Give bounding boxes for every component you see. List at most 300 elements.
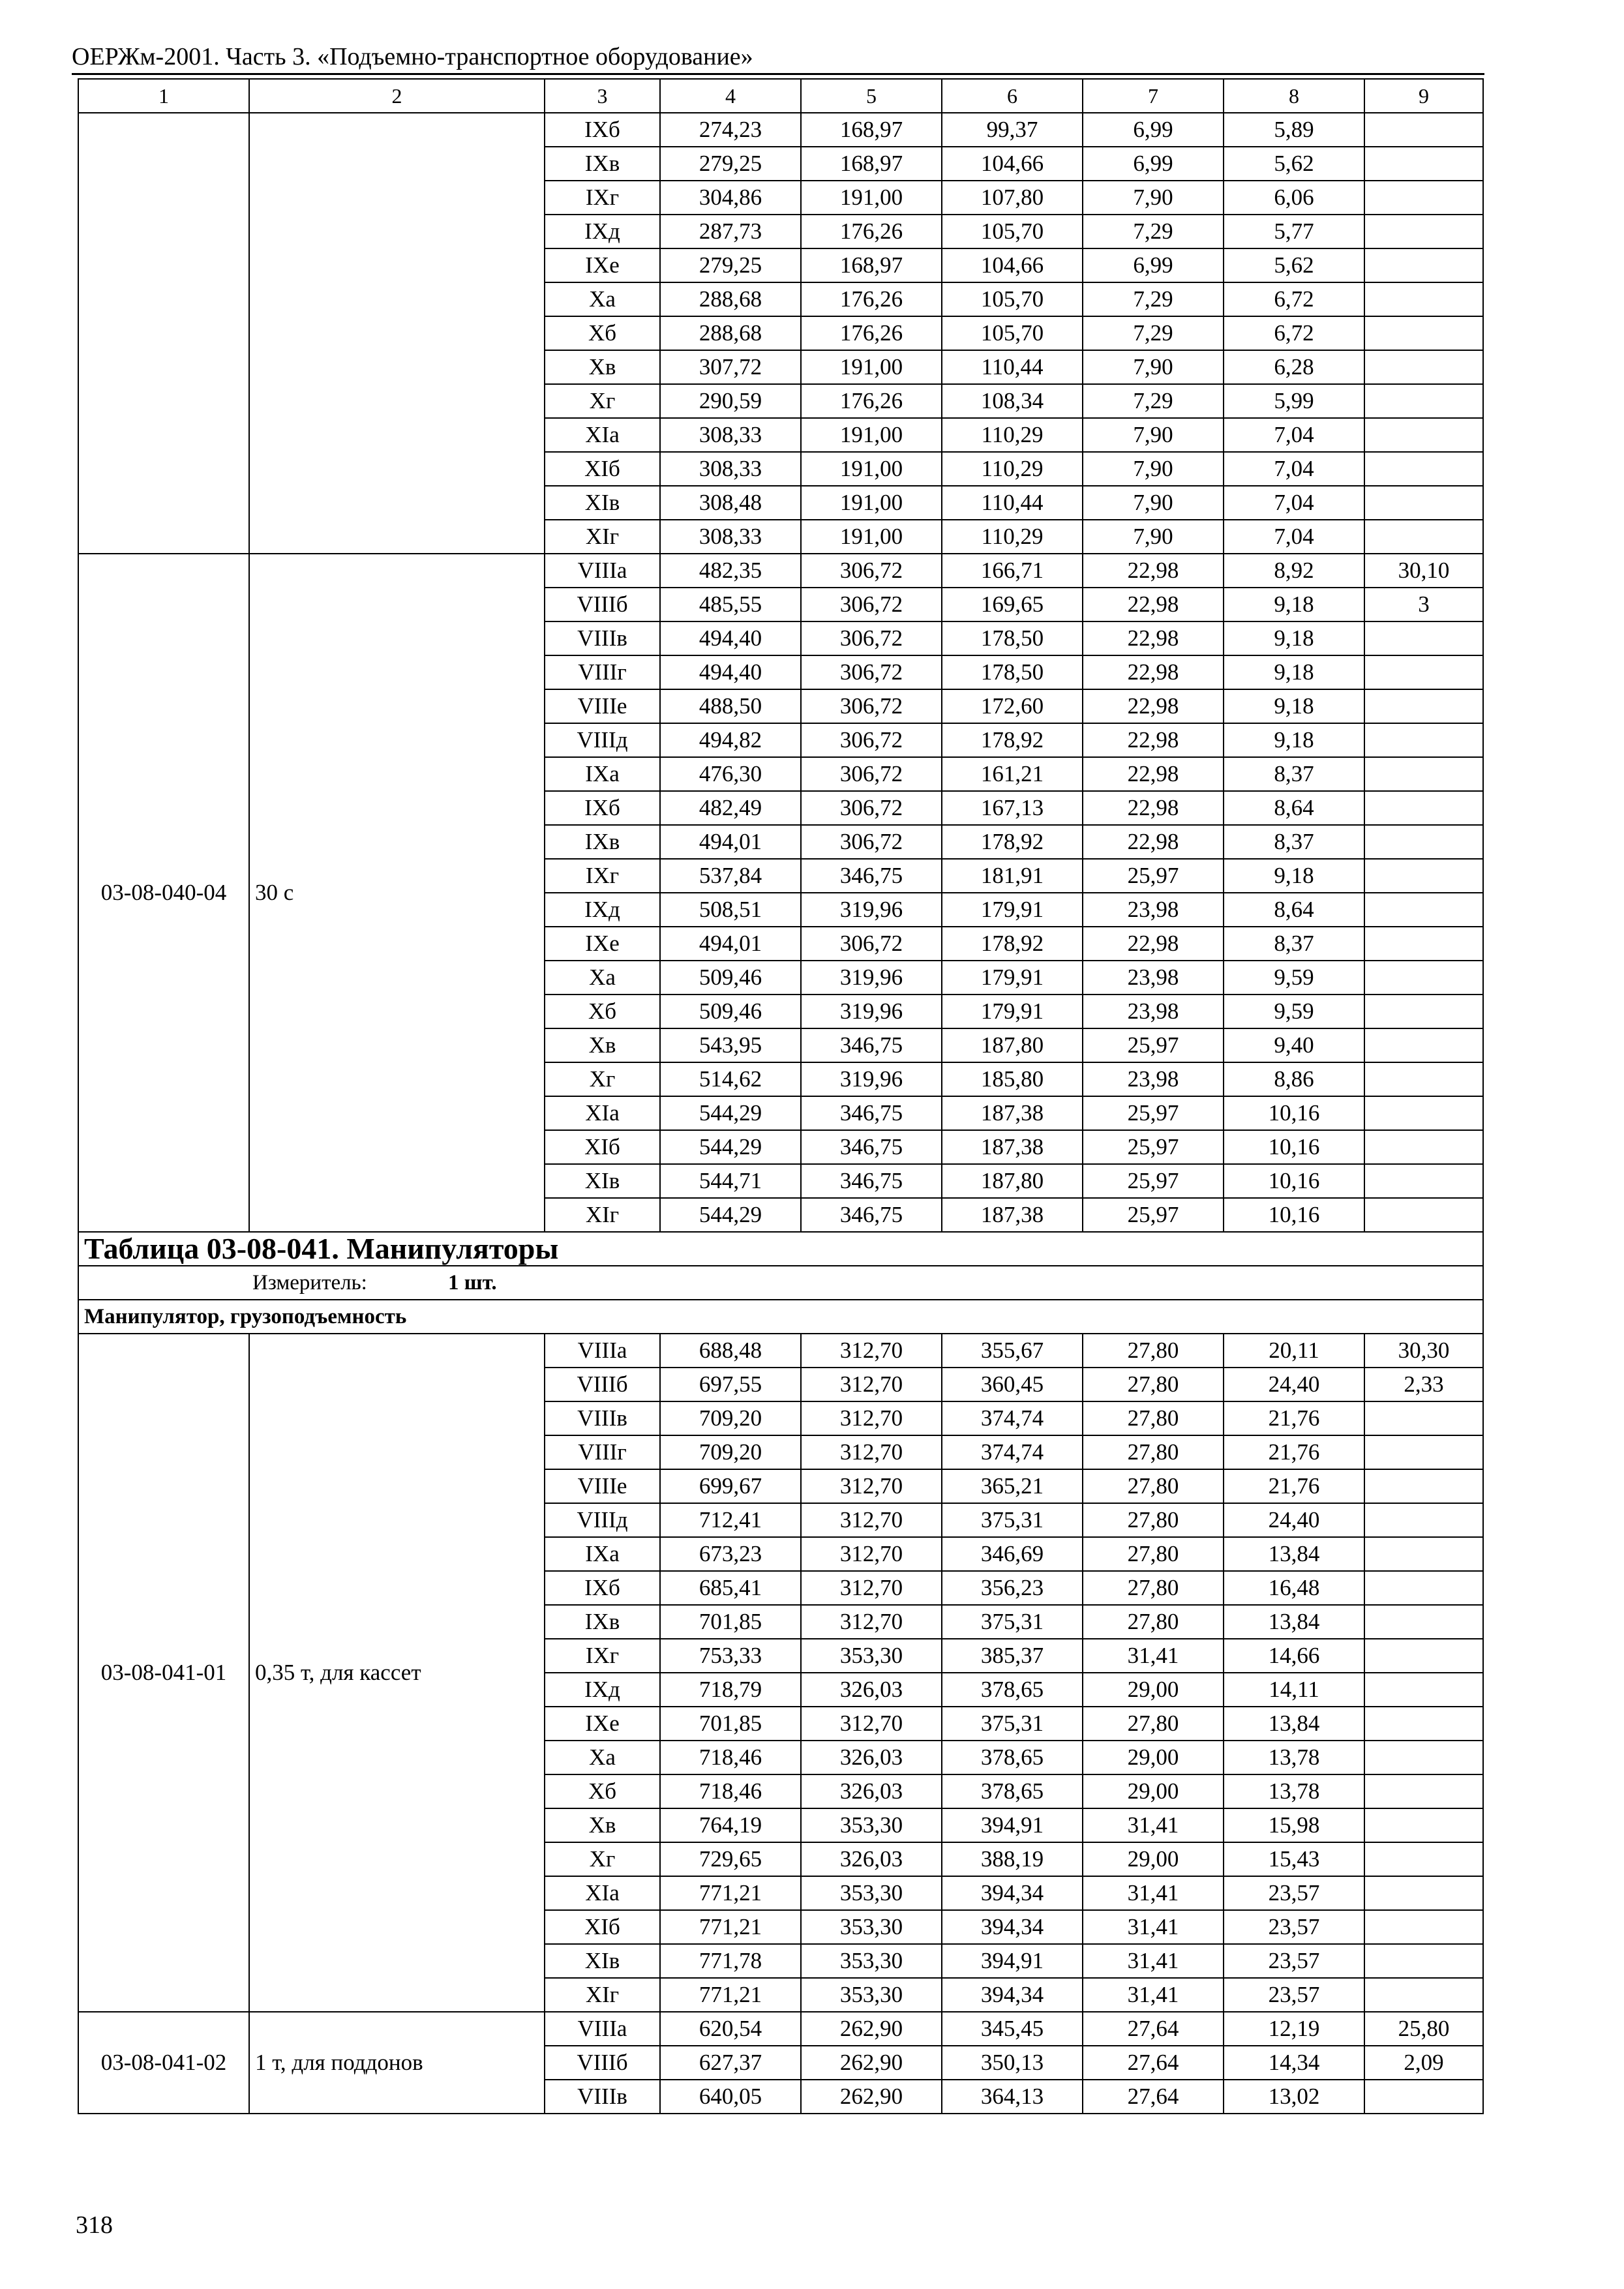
zone-code: IXе [545, 927, 660, 961]
labor-hours: 30,10 [1364, 554, 1483, 588]
operator-wage: 31,41 [1083, 1978, 1224, 2012]
zone-code: IXе [545, 1707, 660, 1741]
materials-cost: 6,72 [1224, 316, 1364, 350]
labor-hours: 25,80 [1364, 2012, 1483, 2046]
machine-cost: 374,74 [942, 1435, 1083, 1469]
labor-hours [1364, 1435, 1483, 1469]
labor-cost: 353,30 [801, 1944, 942, 1978]
materials-cost: 7,04 [1224, 452, 1364, 486]
operator-wage: 23,98 [1083, 961, 1224, 995]
operator-wage: 27,80 [1083, 1537, 1224, 1571]
total-cost: 308,33 [660, 452, 801, 486]
unit-row [78, 1266, 1483, 1300]
labor-cost: 319,96 [801, 961, 942, 995]
materials-cost: 24,40 [1224, 1368, 1364, 1401]
labor-hours [1364, 418, 1483, 452]
labor-cost: 262,90 [801, 2080, 942, 2114]
total-cost: 620,54 [660, 2012, 801, 2046]
materials-cost: 21,76 [1224, 1435, 1364, 1469]
total-cost: 729,65 [660, 1842, 801, 1876]
operator-wage: 7,90 [1083, 350, 1224, 384]
labor-cost: 168,97 [801, 147, 942, 181]
machine-cost: 345,45 [942, 2012, 1083, 2046]
machine-cost: 187,38 [942, 1130, 1083, 1164]
operator-wage: 25,97 [1083, 1198, 1224, 1232]
materials-cost: 8,92 [1224, 554, 1364, 588]
total-cost: 688,48 [660, 1334, 801, 1368]
zone-code: IXа [545, 1537, 660, 1571]
machine-cost: 394,91 [942, 1944, 1083, 1978]
zone-code: XIа [545, 1096, 660, 1130]
zone-code: VIIIв [545, 2080, 660, 2114]
labor-hours [1364, 520, 1483, 554]
labor-hours [1364, 1028, 1483, 1062]
machine-cost: 105,70 [942, 316, 1083, 350]
operator-wage: 31,41 [1083, 1944, 1224, 1978]
labor-hours [1364, 1808, 1483, 1842]
materials-cost: 14,34 [1224, 2046, 1364, 2080]
total-cost: 640,05 [660, 2080, 801, 2114]
operator-wage: 31,41 [1083, 1639, 1224, 1673]
zone-code: Xа [545, 282, 660, 316]
labor-hours [1364, 1842, 1483, 1876]
column-number-row [78, 79, 1483, 113]
machine-cost: 179,91 [942, 995, 1083, 1028]
materials-cost: 23,57 [1224, 1910, 1364, 1944]
operator-wage: 22,98 [1083, 655, 1224, 689]
operator-wage: 22,98 [1083, 723, 1224, 757]
labor-cost: 319,96 [801, 893, 942, 927]
labor-cost: 353,30 [801, 1876, 942, 1910]
materials-cost: 15,43 [1224, 1842, 1364, 1876]
total-cost: 771,21 [660, 1910, 801, 1944]
table-row [78, 113, 1483, 147]
zone-code: IXд [545, 215, 660, 248]
zone-code: IXг [545, 1639, 660, 1673]
operator-wage: 22,98 [1083, 757, 1224, 791]
zone-code: Xб [545, 316, 660, 350]
labor-hours [1364, 181, 1483, 215]
machine-cost: 346,69 [942, 1537, 1083, 1571]
materials-cost: 6,72 [1224, 282, 1364, 316]
unit-value: 1 шт. [448, 1271, 497, 1294]
operator-wage: 31,41 [1083, 1910, 1224, 1944]
labor-hours [1364, 113, 1483, 147]
machine-cost: 360,45 [942, 1368, 1083, 1401]
unit-label: Измеритель: [252, 1271, 367, 1294]
column-number: 1 [78, 79, 249, 113]
machine-cost: 375,31 [942, 1503, 1083, 1537]
operator-wage: 23,98 [1083, 1062, 1224, 1096]
operator-wage: 27,80 [1083, 1503, 1224, 1537]
materials-cost: 8,37 [1224, 825, 1364, 859]
zone-code: XIв [545, 1944, 660, 1978]
labor-hours [1364, 1503, 1483, 1537]
materials-cost: 10,16 [1224, 1096, 1364, 1130]
labor-cost: 346,75 [801, 1198, 942, 1232]
labor-hours [1364, 147, 1483, 181]
labor-cost: 168,97 [801, 248, 942, 282]
machine-cost: 161,21 [942, 757, 1083, 791]
operator-wage: 7,90 [1083, 520, 1224, 554]
operator-wage: 22,98 [1083, 588, 1224, 621]
column-number: 5 [801, 79, 942, 113]
total-cost: 685,41 [660, 1571, 801, 1605]
machine-cost: 181,91 [942, 859, 1083, 893]
machine-cost: 187,38 [942, 1198, 1083, 1232]
zone-code: IXб [545, 1571, 660, 1605]
machine-cost: 375,31 [942, 1707, 1083, 1741]
operator-wage: 22,98 [1083, 791, 1224, 825]
total-cost: 544,29 [660, 1198, 801, 1232]
machine-cost: 187,80 [942, 1028, 1083, 1062]
zone-code: XIг [545, 520, 660, 554]
machine-cost: 378,65 [942, 1673, 1083, 1707]
machine-cost: 364,13 [942, 2080, 1083, 2114]
machine-cost: 110,29 [942, 452, 1083, 486]
zone-code: VIIIб [545, 2046, 660, 2080]
labor-cost: 312,70 [801, 1503, 942, 1537]
operator-wage: 29,00 [1083, 1842, 1224, 1876]
machine-cost: 172,60 [942, 689, 1083, 723]
operator-wage: 22,98 [1083, 927, 1224, 961]
materials-cost: 13,78 [1224, 1741, 1364, 1774]
zone-code: IXд [545, 1673, 660, 1707]
machine-cost: 187,80 [942, 1164, 1083, 1198]
total-cost: 304,86 [660, 181, 801, 215]
rates-table [78, 78, 1484, 2114]
operator-wage: 27,80 [1083, 1334, 1224, 1368]
zone-code: VIIIа [545, 2012, 660, 2046]
labor-cost: 306,72 [801, 825, 942, 859]
materials-cost: 20,11 [1224, 1334, 1364, 1368]
operator-wage: 7,29 [1083, 282, 1224, 316]
labor-hours [1364, 1673, 1483, 1707]
labor-cost: 176,26 [801, 282, 942, 316]
machine-cost: 105,70 [942, 282, 1083, 316]
materials-cost: 12,19 [1224, 2012, 1364, 2046]
labor-hours [1364, 1096, 1483, 1130]
rate-name: 0,35 т, для кассет [249, 1334, 545, 2012]
zone-code: XIв [545, 486, 660, 520]
table-row [78, 2012, 1483, 2046]
labor-hours [1364, 1605, 1483, 1639]
zone-code: IXе [545, 248, 660, 282]
unit-cell [78, 1266, 1483, 1300]
table-row [78, 554, 1483, 588]
labor-hours [1364, 384, 1483, 418]
total-cost: 771,21 [660, 1978, 801, 2012]
materials-cost: 9,18 [1224, 723, 1364, 757]
zone-code: Xв [545, 1028, 660, 1062]
labor-hours [1364, 486, 1483, 520]
total-cost: 544,29 [660, 1096, 801, 1130]
total-cost: 308,33 [660, 418, 801, 452]
materials-cost: 9,40 [1224, 1028, 1364, 1062]
labor-hours [1364, 791, 1483, 825]
labor-cost: 306,72 [801, 757, 942, 791]
machine-cost: 185,80 [942, 1062, 1083, 1096]
labor-hours [1364, 1469, 1483, 1503]
total-cost: 494,01 [660, 825, 801, 859]
operator-wage: 25,97 [1083, 859, 1224, 893]
labor-hours [1364, 1130, 1483, 1164]
machine-cost: 187,38 [942, 1096, 1083, 1130]
column-number: 6 [942, 79, 1083, 113]
labor-cost: 306,72 [801, 588, 942, 621]
labor-cost: 346,75 [801, 1028, 942, 1062]
labor-cost: 326,03 [801, 1673, 942, 1707]
zone-code: Xг [545, 1062, 660, 1096]
labor-hours [1364, 1774, 1483, 1808]
labor-cost: 312,70 [801, 1435, 942, 1469]
total-cost: 718,46 [660, 1741, 801, 1774]
total-cost: 488,50 [660, 689, 801, 723]
total-cost: 697,55 [660, 1368, 801, 1401]
machine-cost: 355,67 [942, 1334, 1083, 1368]
labor-cost: 353,30 [801, 1808, 942, 1842]
machine-cost: 178,50 [942, 621, 1083, 655]
total-cost: 308,48 [660, 486, 801, 520]
total-cost: 288,68 [660, 316, 801, 350]
machine-cost: 178,92 [942, 927, 1083, 961]
total-cost: 673,23 [660, 1537, 801, 1571]
labor-cost: 306,72 [801, 927, 942, 961]
labor-hours [1364, 316, 1483, 350]
operator-wage: 7,90 [1083, 486, 1224, 520]
materials-cost: 9,18 [1224, 689, 1364, 723]
operator-wage: 6,99 [1083, 147, 1224, 181]
labor-cost: 312,70 [801, 1707, 942, 1741]
labor-cost: 346,75 [801, 1130, 942, 1164]
operator-wage: 27,80 [1083, 1435, 1224, 1469]
labor-cost: 262,90 [801, 2012, 942, 2046]
machine-cost: 374,74 [942, 1401, 1083, 1435]
materials-cost: 16,48 [1224, 1571, 1364, 1605]
operator-wage: 29,00 [1083, 1741, 1224, 1774]
operator-wage: 25,97 [1083, 1028, 1224, 1062]
zone-code: IXб [545, 791, 660, 825]
labor-cost: 319,96 [801, 995, 942, 1028]
zone-code: IXв [545, 1605, 660, 1639]
labor-hours [1364, 350, 1483, 384]
machine-cost: 108,34 [942, 384, 1083, 418]
section-heading: Манипулятор, грузоподъемность [78, 1300, 1483, 1334]
labor-cost: 312,70 [801, 1469, 942, 1503]
labor-cost: 319,96 [801, 1062, 942, 1096]
operator-wage: 31,41 [1083, 1808, 1224, 1842]
machine-cost: 178,50 [942, 655, 1083, 689]
labor-cost: 312,70 [801, 1571, 942, 1605]
zone-code: Xа [545, 961, 660, 995]
machine-cost: 388,19 [942, 1842, 1083, 1876]
zone-code: IXг [545, 859, 660, 893]
labor-hours [1364, 621, 1483, 655]
total-cost: 494,82 [660, 723, 801, 757]
machine-cost: 394,91 [942, 1808, 1083, 1842]
zone-code: VIIIе [545, 1469, 660, 1503]
labor-cost: 306,72 [801, 791, 942, 825]
labor-cost: 312,70 [801, 1605, 942, 1639]
labor-cost: 312,70 [801, 1401, 942, 1435]
labor-hours [1364, 825, 1483, 859]
zone-code: IXд [545, 893, 660, 927]
labor-hours [1364, 1876, 1483, 1910]
materials-cost: 5,89 [1224, 113, 1364, 147]
column-number: 9 [1364, 79, 1483, 113]
labor-cost: 306,72 [801, 621, 942, 655]
total-cost: 482,49 [660, 791, 801, 825]
rate-name: 30 с [249, 554, 545, 1232]
zone-code: Xг [545, 384, 660, 418]
labor-cost: 191,00 [801, 350, 942, 384]
materials-cost: 5,99 [1224, 384, 1364, 418]
total-cost: 712,41 [660, 1503, 801, 1537]
operator-wage: 6,99 [1083, 113, 1224, 147]
total-cost: 718,79 [660, 1673, 801, 1707]
machine-cost: 104,66 [942, 147, 1083, 181]
rate-code: 03-08-041-01 [78, 1334, 249, 2012]
labor-cost: 353,30 [801, 1978, 942, 2012]
machine-cost: 178,92 [942, 825, 1083, 859]
materials-cost: 14,66 [1224, 1639, 1364, 1673]
labor-hours [1364, 1944, 1483, 1978]
operator-wage: 7,29 [1083, 316, 1224, 350]
materials-cost: 8,64 [1224, 791, 1364, 825]
total-cost: 709,20 [660, 1435, 801, 1469]
total-cost: 494,01 [660, 927, 801, 961]
labor-hours [1364, 1741, 1483, 1774]
zone-code: Xг [545, 1842, 660, 1876]
total-cost: 279,25 [660, 147, 801, 181]
zone-code: IXв [545, 147, 660, 181]
materials-cost: 10,16 [1224, 1198, 1364, 1232]
labor-hours [1364, 1910, 1483, 1944]
labor-hours [1364, 248, 1483, 282]
machine-cost: 167,13 [942, 791, 1083, 825]
labor-cost: 326,03 [801, 1842, 942, 1876]
materials-cost: 14,11 [1224, 1673, 1364, 1707]
machine-cost: 110,29 [942, 418, 1083, 452]
materials-cost: 10,16 [1224, 1130, 1364, 1164]
operator-wage: 22,98 [1083, 689, 1224, 723]
total-cost: 537,84 [660, 859, 801, 893]
machine-cost: 378,65 [942, 1741, 1083, 1774]
materials-cost: 5,62 [1224, 147, 1364, 181]
materials-cost: 13,84 [1224, 1537, 1364, 1571]
machine-cost: 350,13 [942, 2046, 1083, 2080]
labor-cost: 346,75 [801, 859, 942, 893]
operator-wage: 7,90 [1083, 181, 1224, 215]
operator-wage: 25,97 [1083, 1130, 1224, 1164]
machine-cost: 378,65 [942, 1774, 1083, 1808]
total-cost: 494,40 [660, 621, 801, 655]
rate-code: 03-08-041-02 [78, 2012, 249, 2114]
labor-hours [1364, 1537, 1483, 1571]
machine-cost: 178,92 [942, 723, 1083, 757]
zone-code: XIб [545, 1910, 660, 1944]
labor-hours [1364, 927, 1483, 961]
labor-hours [1364, 1198, 1483, 1232]
total-cost: 771,21 [660, 1876, 801, 1910]
machine-cost: 110,44 [942, 350, 1083, 384]
labor-cost: 306,72 [801, 554, 942, 588]
zone-code: IXг [545, 181, 660, 215]
zone-code: Xб [545, 1774, 660, 1808]
operator-wage: 22,98 [1083, 554, 1224, 588]
operator-wage: 27,80 [1083, 1571, 1224, 1605]
materials-cost: 8,86 [1224, 1062, 1364, 1096]
labor-hours [1364, 757, 1483, 791]
labor-cost: 168,97 [801, 113, 942, 147]
operator-wage: 23,98 [1083, 893, 1224, 927]
zone-code: VIIIа [545, 554, 660, 588]
materials-cost: 6,06 [1224, 181, 1364, 215]
machine-cost: 394,34 [942, 1910, 1083, 1944]
labor-cost: 353,30 [801, 1639, 942, 1673]
total-cost: 494,40 [660, 655, 801, 689]
operator-wage: 31,41 [1083, 1876, 1224, 1910]
total-cost: 543,95 [660, 1028, 801, 1062]
operator-wage: 27,80 [1083, 1401, 1224, 1435]
labor-hours: 2,33 [1364, 1368, 1483, 1401]
total-cost: 509,46 [660, 995, 801, 1028]
zone-code: VIIIг [545, 1435, 660, 1469]
header-rule [72, 73, 1484, 75]
operator-wage: 22,98 [1083, 621, 1224, 655]
rate-code [78, 113, 249, 554]
operator-wage: 7,90 [1083, 418, 1224, 452]
operator-wage: 27,80 [1083, 1707, 1224, 1741]
zone-code: XIг [545, 1978, 660, 2012]
page-number: 318 [76, 2211, 113, 2239]
column-number: 4 [660, 79, 801, 113]
labor-cost: 191,00 [801, 418, 942, 452]
total-cost: 307,72 [660, 350, 801, 384]
labor-cost: 346,75 [801, 1164, 942, 1198]
machine-cost: 375,31 [942, 1605, 1083, 1639]
zone-code: XIб [545, 1130, 660, 1164]
zone-code: VIIIв [545, 621, 660, 655]
zone-code: VIIIб [545, 588, 660, 621]
total-cost: 290,59 [660, 384, 801, 418]
column-number: 3 [545, 79, 660, 113]
column-number: 8 [1224, 79, 1364, 113]
labor-hours [1364, 655, 1483, 689]
operator-wage: 23,98 [1083, 995, 1224, 1028]
rate-name: 1 т, для поддонов [249, 2012, 545, 2114]
materials-cost: 9,18 [1224, 621, 1364, 655]
labor-hours: 2,09 [1364, 2046, 1483, 2080]
total-cost: 718,46 [660, 1774, 801, 1808]
total-cost: 287,73 [660, 215, 801, 248]
labor-hours: 30,30 [1364, 1334, 1483, 1368]
materials-cost: 9,59 [1224, 995, 1364, 1028]
page-header: ОЕРЖм-2001. Часть 3. «Подъемно-транспортное оборудование» [72, 43, 753, 70]
operator-wage: 25,97 [1083, 1096, 1224, 1130]
materials-cost: 8,64 [1224, 893, 1364, 927]
zone-code: XIг [545, 1198, 660, 1232]
machine-cost: 110,29 [942, 520, 1083, 554]
operator-wage: 27,80 [1083, 1368, 1224, 1401]
operator-wage: 27,80 [1083, 1605, 1224, 1639]
labor-hours [1364, 1062, 1483, 1096]
total-cost: 308,33 [660, 520, 801, 554]
machine-cost: 110,44 [942, 486, 1083, 520]
materials-cost: 7,04 [1224, 486, 1364, 520]
labor-cost: 191,00 [801, 452, 942, 486]
labor-hours [1364, 961, 1483, 995]
